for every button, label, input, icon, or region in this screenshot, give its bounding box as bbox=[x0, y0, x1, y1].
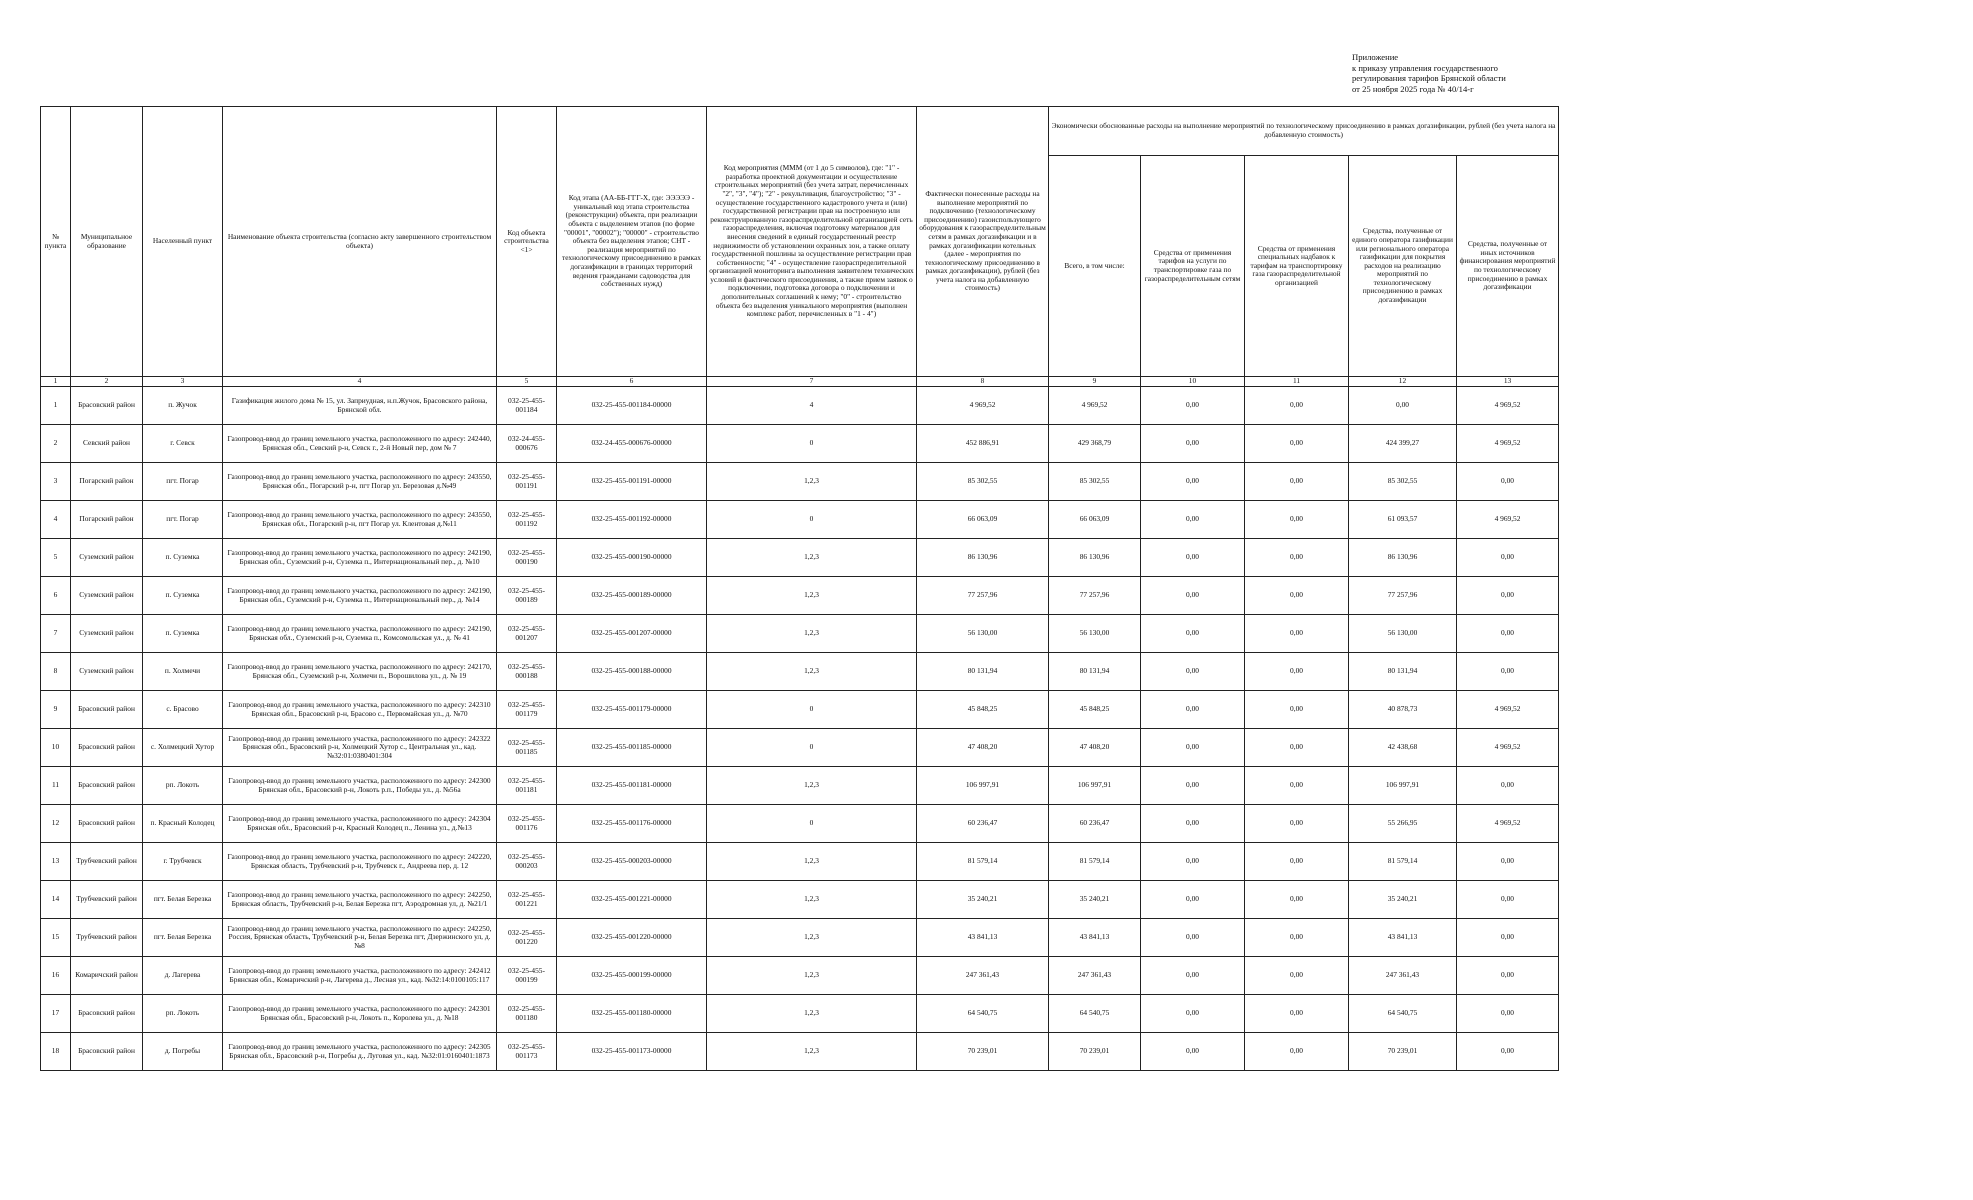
cell-object-code: 032-24-455-000676 bbox=[497, 425, 557, 463]
column-number: 9 bbox=[1049, 377, 1141, 387]
cell-measure-code: 0 bbox=[707, 805, 917, 843]
cell-special-surcharges: 0,00 bbox=[1245, 577, 1349, 615]
cell-other-sources: 0,00 bbox=[1457, 767, 1559, 805]
cell-other-sources: 0,00 bbox=[1457, 577, 1559, 615]
cell-settlement: г. Севск bbox=[143, 425, 223, 463]
cell-actual-costs: 66 063,09 bbox=[917, 501, 1049, 539]
column-number: 1 bbox=[41, 377, 71, 387]
cell-total: 85 302,55 bbox=[1049, 463, 1141, 501]
cell-municipality: Суземский район bbox=[71, 539, 143, 577]
cell-actual-costs: 45 848,25 bbox=[917, 691, 1049, 729]
cell-other-sources: 0,00 bbox=[1457, 843, 1559, 881]
cell-transport-tariffs: 0,00 bbox=[1141, 957, 1245, 995]
header-actual-costs: Фактически понесенные расходы на выполнение мероприятий по подключению (технологическому присоединению) газоиспользующего оборудования к газораспределительным сетям в рамках догазификации и в рамках догазификации котельных (далее - мероприятия по технологическому присоединению в рамках догазификации), рублей (без учета налога на добавленную стоимость) bbox=[917, 107, 1049, 377]
cell-point-number: 9 bbox=[41, 691, 71, 729]
cell-total: 86 130,96 bbox=[1049, 539, 1141, 577]
table-row bbox=[41, 881, 1559, 919]
cell-measure-code: 1,2,3 bbox=[707, 463, 917, 501]
cell-total: 47 408,20 bbox=[1049, 729, 1141, 767]
cell-municipality: Брасовский район bbox=[71, 995, 143, 1033]
cell-operator-funds: 70 239,01 bbox=[1349, 1033, 1457, 1071]
cell-municipality: Трубчевский район bbox=[71, 881, 143, 919]
cell-object-code: 032-25-455-001173 bbox=[497, 1033, 557, 1071]
cell-measure-code: 0 bbox=[707, 501, 917, 539]
cell-object-name: Газопровод-ввод до границ земельного участка, расположенного по адресу: 242310 Брянская обл., Брасовский р-н, Брасово с., Первомайская ул., д. №70 bbox=[223, 691, 497, 729]
cell-operator-funds: 61 093,57 bbox=[1349, 501, 1457, 539]
cell-object-code: 032-25-455-001176 bbox=[497, 805, 557, 843]
cell-stage-code: 032-25-455-000189-00000 bbox=[557, 577, 707, 615]
cell-operator-funds: 56 130,00 bbox=[1349, 615, 1457, 653]
cell-other-sources: 0,00 bbox=[1457, 919, 1559, 957]
table-row bbox=[41, 539, 1559, 577]
header-object-code: Код объекта строительства <1> bbox=[497, 107, 557, 377]
cell-municipality: Брасовский район bbox=[71, 691, 143, 729]
header-other-sources: Средства, полученные от иных источников финансирования мероприятий по технологическому присоединению в рамках догазификации bbox=[1457, 156, 1559, 377]
cell-measure-code: 1,2,3 bbox=[707, 843, 917, 881]
cell-object-code: 032-25-455-001185 bbox=[497, 729, 557, 767]
cell-other-sources: 4 969,52 bbox=[1457, 387, 1559, 425]
cell-actual-costs: 106 997,91 bbox=[917, 767, 1049, 805]
header-measure-code: Код мероприятия (МММ (от 1 до 5 символов), где: "1" - разработка проектной документации и осуществление строительных мероприятий (без учета затрат, перечисленных "2", "3", "4"); "2" - рекультивация, благоустройство; "3" - осуществление государственного кадастрового учета и (или) государственной регистрации прав на построенную или реконструированную газораспределительной организацией сеть газораспределения, включая подготовку материалов для внесения сведений в единый государственный реестр недвижимости об установлении охранных зон, а также оплату государственной пошлины за осуществление регистрации прав собственности; "4" - осуществление газораспределительной организацией мониторинга выполнения заявителем технических условий и фактического присоединения, а также прием заявок о подключении, подготовка договора о подключении и дополнительных соглашений к нему; "0" - строительство объекта без выделения уникального мероприятия (выполнен комплекс работ, перечисленных в "1 - 4") bbox=[707, 107, 917, 377]
cell-other-sources: 0,00 bbox=[1457, 539, 1559, 577]
cell-settlement: рп. Локоть bbox=[143, 995, 223, 1033]
cell-object-code: 032-25-455-001184 bbox=[497, 387, 557, 425]
column-numbering-row bbox=[41, 377, 1559, 387]
cell-actual-costs: 64 540,75 bbox=[917, 995, 1049, 1033]
cell-stage-code: 032-25-455-001176-00000 bbox=[557, 805, 707, 843]
cell-operator-funds: 43 841,13 bbox=[1349, 919, 1457, 957]
cell-other-sources: 4 969,52 bbox=[1457, 501, 1559, 539]
cell-measure-code: 1,2,3 bbox=[707, 957, 917, 995]
cell-object-code: 032-25-455-001181 bbox=[497, 767, 557, 805]
cell-actual-costs: 80 131,94 bbox=[917, 653, 1049, 691]
cell-object-name: Газопровод-ввод до границ земельного участка, расположенного по адресу: 242250, Россия, Брянская область, Трубчевский р-н, Белая Березка пгт, Дзержинского ул, д. №8 bbox=[223, 919, 497, 957]
table-row bbox=[41, 387, 1559, 425]
cell-settlement: рп. Локоть bbox=[143, 767, 223, 805]
cell-actual-costs: 60 236,47 bbox=[917, 805, 1049, 843]
cell-stage-code: 032-25-455-001221-00000 bbox=[557, 881, 707, 919]
cell-operator-funds: 86 130,96 bbox=[1349, 539, 1457, 577]
cell-other-sources: 0,00 bbox=[1457, 615, 1559, 653]
cell-other-sources: 4 969,52 bbox=[1457, 805, 1559, 843]
cell-point-number: 8 bbox=[41, 653, 71, 691]
cell-special-surcharges: 0,00 bbox=[1245, 653, 1349, 691]
cell-operator-funds: 424 399,27 bbox=[1349, 425, 1457, 463]
cell-point-number: 6 bbox=[41, 577, 71, 615]
cell-point-number: 17 bbox=[41, 995, 71, 1033]
cell-transport-tariffs: 0,00 bbox=[1141, 767, 1245, 805]
table-row bbox=[41, 615, 1559, 653]
cell-point-number: 10 bbox=[41, 729, 71, 767]
cell-settlement: п. Жучок bbox=[143, 387, 223, 425]
cell-total: 4 969,52 bbox=[1049, 387, 1141, 425]
cell-municipality: Погарский район bbox=[71, 501, 143, 539]
cell-stage-code: 032-25-455-001220-00000 bbox=[557, 919, 707, 957]
cell-operator-funds: 42 438,68 bbox=[1349, 729, 1457, 767]
cell-operator-funds: 81 579,14 bbox=[1349, 843, 1457, 881]
cell-object-name: Газопровод-ввод до границ земельного участка, расположенного по адресу: 242190, Брянская обл., Суземский р-н, Суземка п., Интернациональный пер., д. №10 bbox=[223, 539, 497, 577]
cell-point-number: 11 bbox=[41, 767, 71, 805]
cell-actual-costs: 247 361,43 bbox=[917, 957, 1049, 995]
cell-settlement: с. Холмецкий Хутор bbox=[143, 729, 223, 767]
header-operator-funds: Средства, полученные от единого оператора газификации или регионального оператора газификации для покрытия расходов на реализацию мероприятий по технологическому присоединению в рамках догазификации bbox=[1349, 156, 1457, 377]
cell-special-surcharges: 0,00 bbox=[1245, 995, 1349, 1033]
column-number: 12 bbox=[1349, 377, 1457, 387]
cell-transport-tariffs: 0,00 bbox=[1141, 387, 1245, 425]
cell-settlement: п. Суземка bbox=[143, 539, 223, 577]
cell-settlement: п. Суземка bbox=[143, 577, 223, 615]
cell-transport-tariffs: 0,00 bbox=[1141, 729, 1245, 767]
cell-settlement: п. Холмечи bbox=[143, 653, 223, 691]
cell-measure-code: 0 bbox=[707, 691, 917, 729]
cell-special-surcharges: 0,00 bbox=[1245, 843, 1349, 881]
table-body bbox=[41, 387, 1559, 1071]
cell-operator-funds: 106 997,91 bbox=[1349, 767, 1457, 805]
cell-measure-code: 1,2,3 bbox=[707, 881, 917, 919]
column-number: 11 bbox=[1245, 377, 1349, 387]
table-row bbox=[41, 995, 1559, 1033]
cell-point-number: 16 bbox=[41, 957, 71, 995]
cell-actual-costs: 77 257,96 bbox=[917, 577, 1049, 615]
cell-special-surcharges: 0,00 bbox=[1245, 881, 1349, 919]
cell-total: 81 579,14 bbox=[1049, 843, 1141, 881]
cell-stage-code: 032-25-455-000203-00000 bbox=[557, 843, 707, 881]
cell-transport-tariffs: 0,00 bbox=[1141, 463, 1245, 501]
cell-object-name: Газопровод-ввод до границ земельного участка, расположенного по адресу: 242440, Брянская обл., Севский р-н, Севск г., 2-й Новый пер, дом № 7 bbox=[223, 425, 497, 463]
cell-total: 45 848,25 bbox=[1049, 691, 1141, 729]
cell-total: 43 841,13 bbox=[1049, 919, 1141, 957]
column-number: 6 bbox=[557, 377, 707, 387]
cell-stage-code: 032-25-455-000188-00000 bbox=[557, 653, 707, 691]
appendix-line: к приказу управления государственного bbox=[1352, 62, 1498, 73]
cell-object-code: 032-25-455-000189 bbox=[497, 577, 557, 615]
cell-other-sources: 0,00 bbox=[1457, 463, 1559, 501]
cell-measure-code: 0 bbox=[707, 729, 917, 767]
cell-transport-tariffs: 0,00 bbox=[1141, 539, 1245, 577]
cell-actual-costs: 85 302,55 bbox=[917, 463, 1049, 501]
cell-municipality: Севский район bbox=[71, 425, 143, 463]
table-row bbox=[41, 463, 1559, 501]
cell-actual-costs: 81 579,14 bbox=[917, 843, 1049, 881]
column-number: 7 bbox=[707, 377, 917, 387]
cell-total: 80 131,94 bbox=[1049, 653, 1141, 691]
cell-total: 60 236,47 bbox=[1049, 805, 1141, 843]
column-number: 10 bbox=[1141, 377, 1245, 387]
cell-municipality: Брасовский район bbox=[71, 805, 143, 843]
cell-stage-code: 032-24-455-000676-00000 bbox=[557, 425, 707, 463]
cell-actual-costs: 70 239,01 bbox=[917, 1033, 1049, 1071]
header-stage-code: Код этапа (АА-ББ-ГГГ-Х, где: ЭЭЭЭЭ - уникальный код этапа строительства (реконструкции) объекта, при реализации объекта с выделением этапов (по форме "00001", "00002"); "00000" - строительство объекта без выделения этапов; СНТ - реализация мероприятий по технологическому присоединению в рамках догазификации в границах территорий ведения гражданами садоводства для собственных нужд) bbox=[557, 107, 707, 377]
cell-object-name: Газопровод-ввод до границ земельного участка, расположенного по адресу: 242190, Брянская обл., Суземский р-н, Суземка п., Интернациональный пер., д. №14 bbox=[223, 577, 497, 615]
cell-other-sources: 0,00 bbox=[1457, 1033, 1559, 1071]
cell-object-name: Газопровод-ввод до границ земельного участка, расположенного по адресу: 242301 Брянская обл., Брасовский р-н, Локоть п., Королева ул., д. №18 bbox=[223, 995, 497, 1033]
cell-settlement: пгт. Белая Березка bbox=[143, 881, 223, 919]
cell-stage-code: 032-25-455-001184-00000 bbox=[557, 387, 707, 425]
cell-object-name: Газопровод-ввод до границ земельного участка, расположенного по адресу: 242170, Брянская обл., Суземский р-н, Холмечи п., Ворошилова ул., д. № 19 bbox=[223, 653, 497, 691]
cell-stage-code: 032-25-455-001207-00000 bbox=[557, 615, 707, 653]
cell-total: 429 368,79 bbox=[1049, 425, 1141, 463]
cell-operator-funds: 80 131,94 bbox=[1349, 653, 1457, 691]
cell-point-number: 15 bbox=[41, 919, 71, 957]
cell-settlement: д. Погребы bbox=[143, 1033, 223, 1071]
cell-object-code: 032-25-455-001192 bbox=[497, 501, 557, 539]
column-number: 13 bbox=[1457, 377, 1559, 387]
column-number: 5 bbox=[497, 377, 557, 387]
cell-municipality: Брасовский район bbox=[71, 387, 143, 425]
cell-object-code: 032-25-455-000188 bbox=[497, 653, 557, 691]
table-row bbox=[41, 919, 1559, 957]
cell-municipality: Трубчевский район bbox=[71, 843, 143, 881]
appendix-note bbox=[1352, 52, 1612, 94]
cell-stage-code: 032-25-455-001180-00000 bbox=[557, 995, 707, 1033]
table-row bbox=[41, 767, 1559, 805]
cell-stage-code: 032-25-455-001192-00000 bbox=[557, 501, 707, 539]
cell-special-surcharges: 0,00 bbox=[1245, 387, 1349, 425]
cell-object-code: 032-25-455-001221 bbox=[497, 881, 557, 919]
table-row bbox=[41, 805, 1559, 843]
cell-municipality: Суземский район bbox=[71, 615, 143, 653]
cell-actual-costs: 43 841,13 bbox=[917, 919, 1049, 957]
cell-object-code: 032-25-455-000199 bbox=[497, 957, 557, 995]
cell-object-code: 032-25-455-001180 bbox=[497, 995, 557, 1033]
cell-settlement: с. Брасово bbox=[143, 691, 223, 729]
cell-transport-tariffs: 0,00 bbox=[1141, 691, 1245, 729]
cell-transport-tariffs: 0,00 bbox=[1141, 425, 1245, 463]
header-municipality: Муниципальное образование bbox=[71, 107, 143, 377]
cell-point-number: 2 bbox=[41, 425, 71, 463]
cell-special-surcharges: 0,00 bbox=[1245, 615, 1349, 653]
cell-transport-tariffs: 0,00 bbox=[1141, 653, 1245, 691]
cell-municipality: Трубчевский район bbox=[71, 919, 143, 957]
cell-point-number: 13 bbox=[41, 843, 71, 881]
cell-special-surcharges: 0,00 bbox=[1245, 425, 1349, 463]
cell-municipality: Суземский район bbox=[71, 577, 143, 615]
cell-settlement: п. Суземка bbox=[143, 615, 223, 653]
cell-stage-code: 032-25-455-001179-00000 bbox=[557, 691, 707, 729]
cell-point-number: 18 bbox=[41, 1033, 71, 1071]
cell-total: 77 257,96 bbox=[1049, 577, 1141, 615]
appendix-line: от 25 ноября 2025 года № 40/14-г bbox=[1352, 83, 1474, 94]
cell-municipality: Комаричский район bbox=[71, 957, 143, 995]
cell-settlement: д. Лагерева bbox=[143, 957, 223, 995]
cell-other-sources: 4 969,52 bbox=[1457, 691, 1559, 729]
cell-other-sources: 4 969,52 bbox=[1457, 425, 1559, 463]
cell-object-name: Газопровод-ввод до границ земельного участка, расположенного по адресу: 242190, Брянская обл., Суземский р-н, Суземка п., Комсомольская ул., д. № 41 bbox=[223, 615, 497, 653]
appendix-line: регулирования тарифов Брянской области bbox=[1352, 73, 1506, 83]
cell-measure-code: 4 bbox=[707, 387, 917, 425]
cell-object-code: 032-25-455-001179 bbox=[497, 691, 557, 729]
cell-operator-funds: 35 240,21 bbox=[1349, 881, 1457, 919]
cell-measure-code: 1,2,3 bbox=[707, 1033, 917, 1071]
cell-point-number: 12 bbox=[41, 805, 71, 843]
cell-municipality: Погарский район bbox=[71, 463, 143, 501]
cell-measure-code: 0 bbox=[707, 425, 917, 463]
table-row bbox=[41, 425, 1559, 463]
cell-stage-code: 032-25-455-001181-00000 bbox=[557, 767, 707, 805]
cell-object-code: 032-25-455-001220 bbox=[497, 919, 557, 957]
cell-actual-costs: 35 240,21 bbox=[917, 881, 1049, 919]
cell-measure-code: 1,2,3 bbox=[707, 653, 917, 691]
cell-special-surcharges: 0,00 bbox=[1245, 729, 1349, 767]
cell-special-surcharges: 0,00 bbox=[1245, 691, 1349, 729]
cell-other-sources: 0,00 bbox=[1457, 653, 1559, 691]
cell-point-number: 1 bbox=[41, 387, 71, 425]
cell-stage-code: 032-25-455-001191-00000 bbox=[557, 463, 707, 501]
cell-transport-tariffs: 0,00 bbox=[1141, 615, 1245, 653]
cell-actual-costs: 4 969,52 bbox=[917, 387, 1049, 425]
cell-operator-funds: 40 878,73 bbox=[1349, 691, 1457, 729]
cell-settlement: пгт. Белая Березка bbox=[143, 919, 223, 957]
cell-object-name: Газопровод-ввод до границ земельного участка, расположенного по адресу: 242305 Брянская обл., Брасовский р-н, Погребы д., Луговая ул., кад. №32:01:0160401:1873 bbox=[223, 1033, 497, 1071]
cell-point-number: 5 bbox=[41, 539, 71, 577]
cell-actual-costs: 86 130,96 bbox=[917, 539, 1049, 577]
cell-operator-funds: 247 361,43 bbox=[1349, 957, 1457, 995]
cell-actual-costs: 452 886,91 bbox=[917, 425, 1049, 463]
cell-transport-tariffs: 0,00 bbox=[1141, 1033, 1245, 1071]
table-row bbox=[41, 653, 1559, 691]
cell-total: 66 063,09 bbox=[1049, 501, 1141, 539]
cell-transport-tariffs: 0,00 bbox=[1141, 881, 1245, 919]
cell-municipality: Брасовский район bbox=[71, 729, 143, 767]
cell-stage-code: 032-25-455-001185-00000 bbox=[557, 729, 707, 767]
cell-object-name: Газопровод-ввод до границ земельного участка, расположенного по адресу: 242220, Брянская область, Трубчевский р-н, Трубчевск г., Андреева пер, д. 12 bbox=[223, 843, 497, 881]
cell-object-name: Газопровод-ввод до границ земельного участка, расположенного по адресу: 242250, Брянская область, Трубчевский р-н, Белая Березка пгт, Аэродромная ул, д. №21/1 bbox=[223, 881, 497, 919]
table-row bbox=[41, 691, 1559, 729]
cell-object-code: 032-25-455-000203 bbox=[497, 843, 557, 881]
cell-actual-costs: 56 130,00 bbox=[917, 615, 1049, 653]
cell-measure-code: 1,2,3 bbox=[707, 615, 917, 653]
cell-total: 35 240,21 bbox=[1049, 881, 1141, 919]
cell-municipality: Брасовский район bbox=[71, 767, 143, 805]
cell-point-number: 14 bbox=[41, 881, 71, 919]
cell-settlement: пгт. Погар bbox=[143, 463, 223, 501]
cell-object-name: Газопровод-ввод до границ земельного участка, расположенного по адресу: 242412 Брянская обл., Комаричский р-н, Лагерева д., Лесная ул., кад. №32:14:0100105:117 bbox=[223, 957, 497, 995]
cell-measure-code: 1,2,3 bbox=[707, 767, 917, 805]
cell-other-sources: 0,00 bbox=[1457, 881, 1559, 919]
cell-special-surcharges: 0,00 bbox=[1245, 463, 1349, 501]
cell-total: 64 540,75 bbox=[1049, 995, 1141, 1033]
cell-stage-code: 032-25-455-000190-00000 bbox=[557, 539, 707, 577]
cell-measure-code: 1,2,3 bbox=[707, 919, 917, 957]
header-object-name: Наименование объекта строительства (согласно акту завершенного строительством объекта) bbox=[223, 107, 497, 377]
cell-municipality: Суземский район bbox=[71, 653, 143, 691]
cell-actual-costs: 47 408,20 bbox=[917, 729, 1049, 767]
cell-special-surcharges: 0,00 bbox=[1245, 539, 1349, 577]
cell-total: 106 997,91 bbox=[1049, 767, 1141, 805]
cell-other-sources: 0,00 bbox=[1457, 957, 1559, 995]
cell-object-code: 032-25-455-000190 bbox=[497, 539, 557, 577]
cell-settlement: п. Красный Колодец bbox=[143, 805, 223, 843]
cell-object-code: 032-25-455-001191 bbox=[497, 463, 557, 501]
header-settlement: Населенный пункт bbox=[143, 107, 223, 377]
table-row bbox=[41, 577, 1559, 615]
cell-measure-code: 1,2,3 bbox=[707, 577, 917, 615]
cell-measure-code: 1,2,3 bbox=[707, 995, 917, 1033]
cell-object-name: Газопровод-ввод до границ земельного участка, расположенного по адресу: 243550, Брянская обл., Погарский р-н, пгт Погар ул. Клентовая д.№11 bbox=[223, 501, 497, 539]
costs-table bbox=[40, 106, 1559, 1071]
cell-transport-tariffs: 0,00 bbox=[1141, 577, 1245, 615]
cell-settlement: пгт. Погар bbox=[143, 501, 223, 539]
header-point-number: № пункта bbox=[41, 107, 71, 377]
column-number: 4 bbox=[223, 377, 497, 387]
column-number: 3 bbox=[143, 377, 223, 387]
cell-settlement: г. Трубчевск bbox=[143, 843, 223, 881]
header-total: Всего, в том числе: bbox=[1049, 156, 1141, 377]
cell-object-name: Газопровод-ввод до границ земельного участка, расположенного по адресу: 243550, Брянская обл., Погарский р-н, пгт Погар ул. Березовая д.№49 bbox=[223, 463, 497, 501]
cell-object-code: 032-25-455-001207 bbox=[497, 615, 557, 653]
cell-total: 70 239,01 bbox=[1049, 1033, 1141, 1071]
header-justified-costs-group: Экономически обоснованные расходы на выполнение мероприятий по технологическому присоединению в рамках догазификации, рублей (без учета налога на добавленную стоимость) bbox=[1049, 107, 1559, 156]
cell-total: 247 361,43 bbox=[1049, 957, 1141, 995]
column-number: 8 bbox=[917, 377, 1049, 387]
table-row bbox=[41, 501, 1559, 539]
cell-special-surcharges: 0,00 bbox=[1245, 919, 1349, 957]
cell-point-number: 7 bbox=[41, 615, 71, 653]
cell-point-number: 4 bbox=[41, 501, 71, 539]
cell-operator-funds: 55 266,95 bbox=[1349, 805, 1457, 843]
cell-municipality: Брасовский район bbox=[71, 1033, 143, 1071]
cell-object-name: Газопровод-ввод до границ земельного участка, расположенного по адресу: 242304 Брянская обл., Брасовский р-н, Красный Колодец п., Ленина ул., д.№13 bbox=[223, 805, 497, 843]
cell-other-sources: 0,00 bbox=[1457, 995, 1559, 1033]
table-row bbox=[41, 843, 1559, 881]
cell-operator-funds: 0,00 bbox=[1349, 387, 1457, 425]
cell-special-surcharges: 0,00 bbox=[1245, 805, 1349, 843]
cell-stage-code: 032-25-455-000199-00000 bbox=[557, 957, 707, 995]
cell-measure-code: 1,2,3 bbox=[707, 539, 917, 577]
cell-object-name: Газопровод-ввод до границ земельного участка, расположенного по адресу: 242322 Брянская обл., Брасовский р-н, Холмецкий Хутор с., Центральная ул., кад. №32:01:0380401:304 bbox=[223, 729, 497, 767]
cell-operator-funds: 64 540,75 bbox=[1349, 995, 1457, 1033]
cell-point-number: 3 bbox=[41, 463, 71, 501]
table-row bbox=[41, 957, 1559, 995]
cell-transport-tariffs: 0,00 bbox=[1141, 843, 1245, 881]
cell-transport-tariffs: 0,00 bbox=[1141, 919, 1245, 957]
cell-other-sources: 4 969,52 bbox=[1457, 729, 1559, 767]
cell-transport-tariffs: 0,00 bbox=[1141, 805, 1245, 843]
cell-total: 56 130,00 bbox=[1049, 615, 1141, 653]
cell-special-surcharges: 0,00 bbox=[1245, 767, 1349, 805]
cell-special-surcharges: 0,00 bbox=[1245, 957, 1349, 995]
cell-object-name: Газопровод-ввод до границ земельного участка, расположенного по адресу: 242300 Брянская обл., Брасовский р-н, Локоть р.п., Победы ул., д. №56а bbox=[223, 767, 497, 805]
header-special-surcharges: Средства от применения специальных надбавок к тарифам на транспортировку газа газораспределительной организацией bbox=[1245, 156, 1349, 377]
cell-object-name: Газификация жилого дома № 15, ул. Заприудная, н.п.Жучок, Брасовского района, Брянской обл. bbox=[223, 387, 497, 425]
table-row bbox=[41, 729, 1559, 767]
table-row bbox=[41, 1033, 1559, 1071]
appendix-line: Приложение bbox=[1352, 52, 1399, 62]
cell-special-surcharges: 0,00 bbox=[1245, 501, 1349, 539]
cell-special-surcharges: 0,00 bbox=[1245, 1033, 1349, 1071]
header-transport-tariffs: Средства от применения тарифов на услуги по транспортировке газа по газораспределительным сетям bbox=[1141, 156, 1245, 377]
cell-transport-tariffs: 0,00 bbox=[1141, 501, 1245, 539]
cell-operator-funds: 77 257,96 bbox=[1349, 577, 1457, 615]
column-number: 2 bbox=[71, 377, 143, 387]
cell-transport-tariffs: 0,00 bbox=[1141, 995, 1245, 1033]
cell-operator-funds: 85 302,55 bbox=[1349, 463, 1457, 501]
cell-stage-code: 032-25-455-001173-00000 bbox=[557, 1033, 707, 1071]
